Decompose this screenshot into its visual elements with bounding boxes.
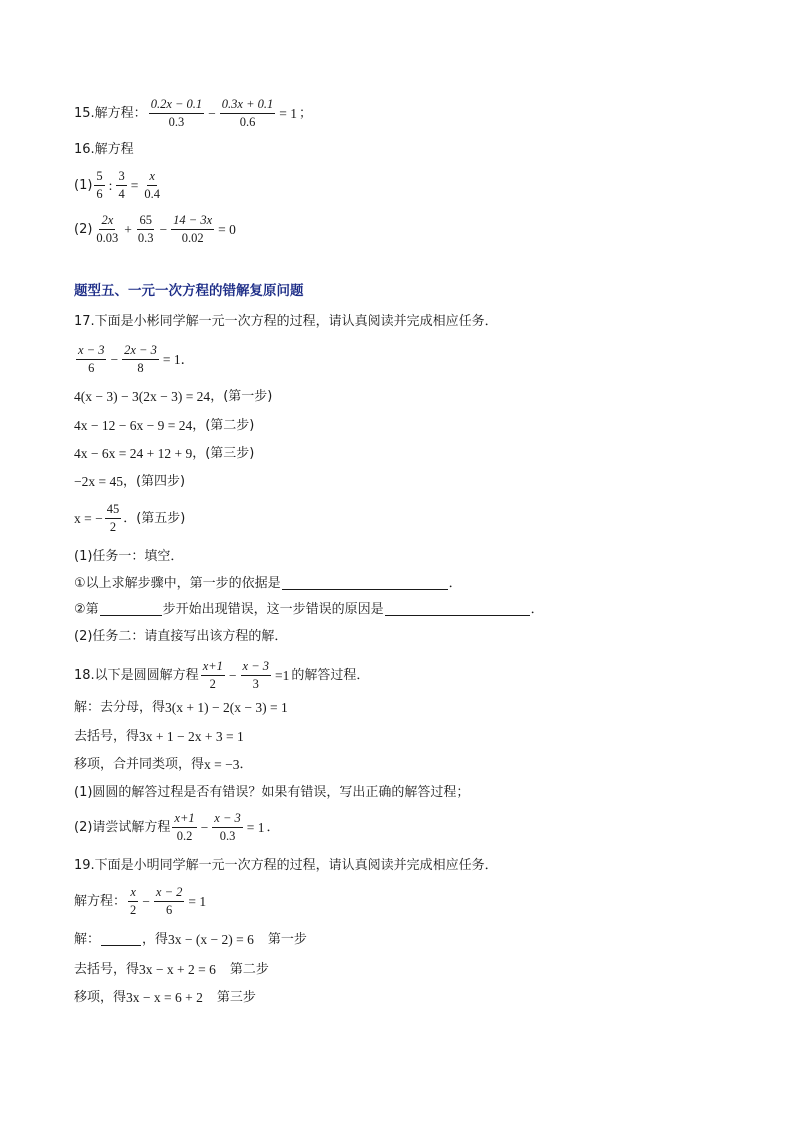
q18-step-2: 去括号，得 3x + 1 − 2x + 3 = 1 (74, 729, 244, 745)
q15-line: 15.解方程： 0.2x − 0.1 0.3 − $\frac{0.3x + 0.1}{0.6}$ = 1 ； (74, 97, 313, 130)
q16-part-2: (2) 2x 0.03 + $\frac{65}{0.3}$ − $\frac{14 - 3x}{0.02}$ = 0 (74, 213, 236, 246)
q17-step-3: 4x − 6x = 24 + 12 + 9 ，(第三步) (74, 446, 255, 462)
q17-task-2: (2)任务二：请直接写出该方程的解． (74, 629, 288, 644)
answer-blank[interactable] (101, 933, 141, 946)
q19-step-3: 移项，得 3x − x = 6 + 2 第三步 (74, 990, 256, 1006)
q16-label: 16.解方程 (74, 142, 134, 157)
q16-part-1: (1) 5 6 : $\frac{3}{4}$ = $\frac{x}{0.4}$ (74, 169, 160, 202)
q17-step-1: 4(x − 3) − 3(2x − 3) = 24 ，(第一步) (74, 389, 273, 405)
answer-blank[interactable] (100, 603, 162, 616)
answer-blank[interactable] (282, 577, 448, 590)
q19-step-2: 去括号，得 3x − x + 2 = 6 第二步 (74, 962, 269, 978)
q18-part-2: (2)请尝试解方程 x+1 0.2 − $\frac{x - 3}{0.3}$ = 1 ． (74, 811, 280, 844)
q15-fraction-1: 0.2x − 0.1 0.3 (150, 97, 203, 130)
q19-label: 19.下面是小明同学解一元一次方程的过程，请认真阅读并完成相应任务． (74, 858, 498, 873)
q18-step-1: 解：去分母，得 3(x + 1) − 2(x − 3) = 1 (74, 700, 288, 716)
q17-step-2: 4x − 12 − 6x − 9 = 24 ，(第二步) (74, 418, 255, 434)
q17-step-5: x = − $\frac{45}{2}$ ．(第五步) (74, 502, 186, 535)
q17-equation: x − 3 6 − $\frac{2x - 3}{8}$ = 1． (78, 343, 195, 376)
q17-sub-1: ①以上求解步骤中，第一步的依据是 ． (74, 576, 462, 591)
q15-fraction-2: $\frac{0.3x + 0.1}{0.6}$ (221, 97, 274, 130)
q15-label: 15.解方程： (74, 106, 147, 122)
section-heading: 题型五、一元一次方程的错解复原问题 (74, 283, 304, 299)
q19-equation: 解方程： x 2 − $\frac{x - 2}{6}$ = 1 (74, 885, 207, 918)
q18-part-1: (1)圆圆的解答过程是否有错误？如果有错误，写出正确的解答过程； (74, 785, 470, 800)
answer-blank[interactable] (385, 603, 530, 616)
q19-step-1: 解： ，得 3x − (x − 2) = 6 第一步 (74, 932, 307, 948)
q18-label: 18.以下是圆圆解方程 x+1 2 − $\frac{x - 3}{3}$ =1 的解答过程． (74, 659, 370, 692)
q17-task-1: (1)任务一：填空． (74, 549, 184, 564)
q17-label: 17.下面是小彬同学解一元一次方程的过程，请认真阅读并完成相应任务． (74, 314, 498, 329)
q17-step-4: −2x = 45 ，(第四步) (74, 474, 186, 490)
q17-sub-2: ②第 步开始出现错误，这一步错误的原因是 ． (74, 602, 544, 617)
q18-step-3: 移项，合并同类项，得 x = −3 ． (74, 757, 253, 773)
